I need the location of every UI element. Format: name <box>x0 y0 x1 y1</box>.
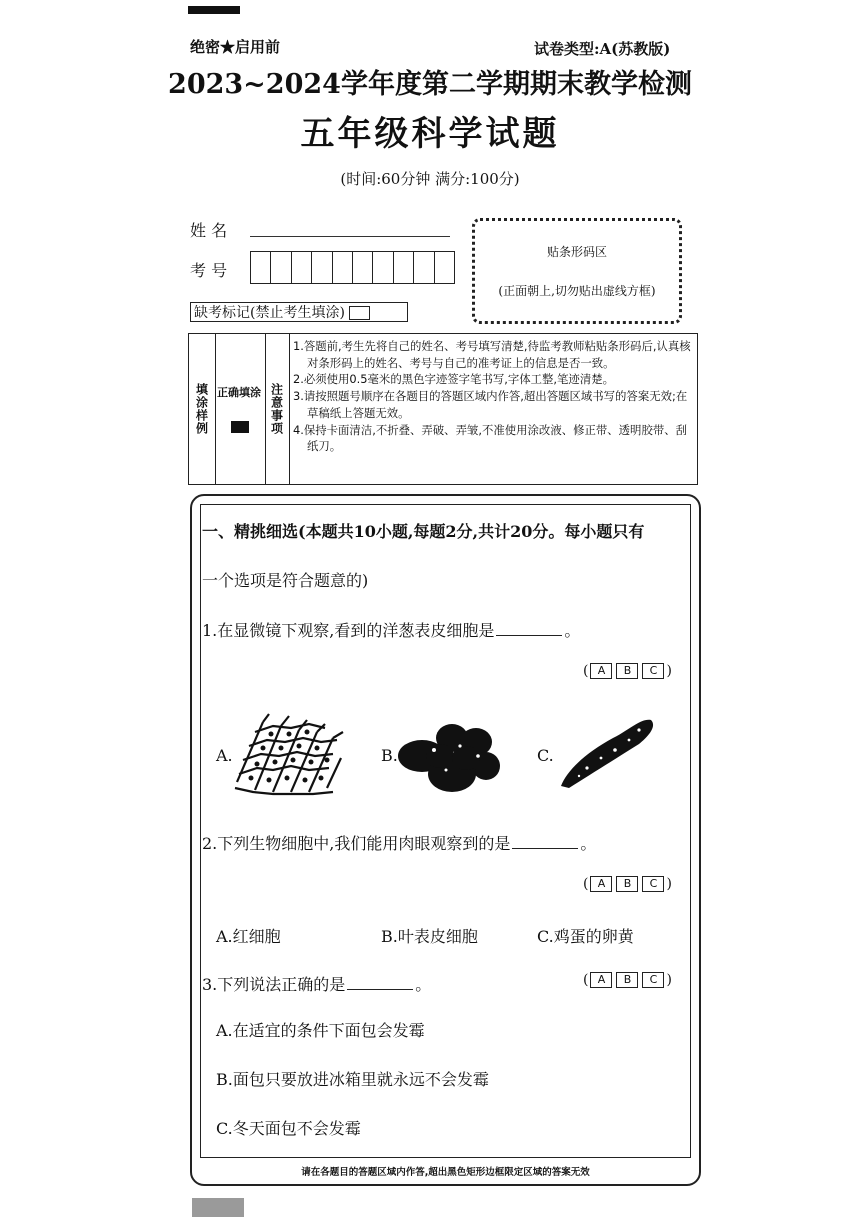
absent-mark-row <box>190 302 408 322</box>
choice-a-box[interactable]: A <box>590 876 612 892</box>
correct-fill-cell <box>215 334 266 484</box>
rule-item: 3.请按照题号顺序在各题目的答题区域内作答,超出答题区域书写的答案无效;在草稿纸上答题无效。 <box>293 389 688 420</box>
barcode-area <box>472 218 682 324</box>
question-2-end: 。 <box>580 834 597 853</box>
section-heading-continued: 一个选项是符合题意的) <box>202 571 369 590</box>
q3-option-c: C.冬天面包不会发霉 <box>216 1119 361 1138</box>
id-label: 考 号 <box>190 261 228 280</box>
notes-cell <box>265 334 290 484</box>
q2-option-a: A.红细胞 <box>216 927 281 946</box>
id-digit-box[interactable] <box>435 252 454 283</box>
id-digit-box[interactable] <box>333 252 353 283</box>
question-2 <box>202 831 596 854</box>
choice-a-box[interactable]: A <box>590 663 612 679</box>
name-label: 姓 名 <box>190 221 228 240</box>
id-digit-box[interactable] <box>292 252 312 283</box>
time-info: (时间:60分钟 满分:100分) <box>340 170 520 188</box>
onion-cells-illustration <box>233 712 345 796</box>
fill-example-label: 填涂样例 <box>194 383 209 435</box>
q1-option-b-label: B. <box>381 746 398 765</box>
question-3-end: 。 <box>415 975 432 994</box>
section-heading <box>202 519 644 542</box>
q2-option-c: C.鸡蛋的卵黄 <box>537 927 634 946</box>
fill-example-cell <box>189 334 216 484</box>
question-3 <box>202 972 431 995</box>
answer-choices-3: ( A B C ) <box>583 972 672 988</box>
q3-option-a: A.在适宜的条件下面包会发霉 <box>216 1021 425 1040</box>
choice-b-box[interactable]: B <box>616 972 638 988</box>
question-1 <box>202 618 580 641</box>
choice-a-box[interactable]: A <box>590 972 612 988</box>
correct-fill-label: 正确填涂 <box>217 386 261 399</box>
id-digit-box[interactable] <box>353 252 373 283</box>
filled-mark-sample <box>231 421 249 433</box>
q1-option-a-label: A. <box>216 746 233 765</box>
elongated-cell-illustration <box>557 712 657 792</box>
cluster-cells-illustration <box>394 716 504 796</box>
id-number-boxes[interactable] <box>250 251 455 284</box>
id-digit-box[interactable] <box>373 252 393 283</box>
question-1-stem: 1.在显微镜下观察,看到的洋葱表皮细胞是 <box>202 621 495 640</box>
absent-checkbox[interactable] <box>349 306 370 320</box>
q2-option-b: B.叶表皮细胞 <box>381 927 478 946</box>
answer-choices-2: ( A B C ) <box>583 876 672 892</box>
paper-type: 试卷类型:A(苏教版) <box>534 40 671 58</box>
q3-option-b: B.面包只要放进冰箱里就永远不会发霉 <box>216 1070 489 1089</box>
rule-item: 1.答题前,考生先将自己的姓名、考号填写清楚,待监考教师粘贴条形码后,认真核对条形码上的姓名、考号与自己的准考证上的信息是否一致。 <box>293 339 691 370</box>
q1-option-c-label: C. <box>537 746 554 765</box>
choice-c-box[interactable]: C <box>642 876 664 892</box>
choice-c-box[interactable]: C <box>642 663 664 679</box>
exam-title: 2023~2024学年度第二学期期末教学检测 <box>168 69 692 100</box>
barcode-note: (正面朝上,切勿贴出虚线方框) <box>498 284 656 298</box>
bottom-marker-bar <box>192 1198 244 1217</box>
id-digit-box[interactable] <box>251 252 271 283</box>
question-3-stem: 3.下列说法正确的是 <box>202 975 346 994</box>
absent-label: 缺考标记(禁止考生填涂) <box>194 305 345 321</box>
answer-choices-1: ( A B C ) <box>583 663 672 679</box>
answer-blank <box>512 847 578 849</box>
choice-b-box[interactable]: B <box>616 663 638 679</box>
rule-item: 4.保持卡面清洁,不折叠、弄破、弄皱,不准使用涂改液、修正带、透明胶带、刮纸刀。 <box>293 422 688 454</box>
answer-area-footer: 请在各题目的答题区域内作答,超出黑色矩形边框限定区域的答案无效 <box>301 1167 590 1178</box>
id-digit-box[interactable] <box>414 252 434 283</box>
rules-list <box>293 338 693 455</box>
choice-c-box[interactable]: C <box>642 972 664 988</box>
question-2-stem: 2.下列生物细胞中,我们能用肉眼观察到的是 <box>202 834 511 853</box>
barcode-title: 贴条形码区 <box>546 245 607 259</box>
top-marker-bar <box>188 6 240 14</box>
id-digit-box[interactable] <box>271 252 291 283</box>
notes-label: 注意事项 <box>269 383 284 435</box>
choice-b-box[interactable]: B <box>616 876 638 892</box>
question-1-end: 。 <box>564 621 581 640</box>
section-heading-text: 一、精挑细选(本题共10小题,每题2分,共计20分。每小题只有 <box>202 522 645 541</box>
secret-label: 绝密★启用前 <box>190 38 281 56</box>
answer-blank <box>496 634 562 636</box>
answer-blank <box>347 988 413 990</box>
id-digit-box[interactable] <box>394 252 414 283</box>
name-field[interactable] <box>250 235 450 237</box>
rule-item: 2.必须使用0.5毫米的黑色字迹签字笔书写,字体工整,笔迹清楚。 <box>293 372 614 387</box>
id-digit-box[interactable] <box>312 252 332 283</box>
subject-title: 五年级科学试题 <box>300 114 560 154</box>
notice-table <box>188 333 698 485</box>
